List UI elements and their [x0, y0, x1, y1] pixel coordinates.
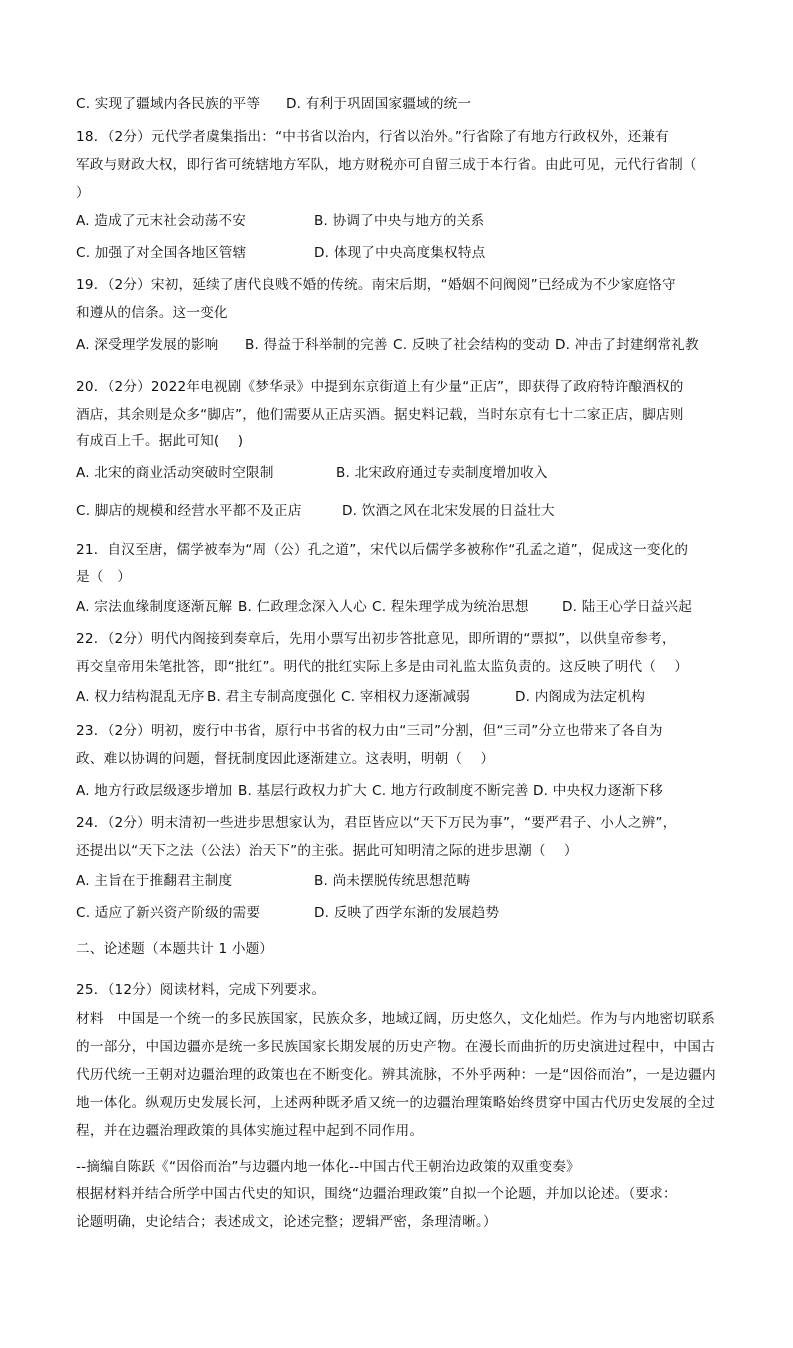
q21-option-c: C. 程朱理学成为统治思想 [372, 599, 529, 615]
q21-option-d: D. 陆王心学日益兴起 [562, 599, 693, 615]
q25-requirement-line1: 根据材料并结合所学中国古代史的知识，围绕“边疆治理政策”自拟一个论题，并加以论述。（要求： [76, 1186, 677, 1202]
q23-option-c: C. 地方行政制度不断完善 [372, 783, 529, 799]
q22-option-a: A. 权力结构混乱无序 [76, 689, 205, 705]
q18-option-a: A. 造成了元末社会动荡不安 [76, 213, 247, 229]
q20-option-d: D. 饮酒之风在北宋发展的日益壮大 [342, 503, 555, 519]
q22-option-d: D. 内阁成为法定机构 [515, 689, 646, 705]
q23-option-d: D. 中央权力逐渐下移 [533, 783, 664, 799]
q20-option-c: C. 脚店的规模和经营水平都不及正店 [76, 503, 302, 519]
q22-stem-line1: 22．（2分）明代内阁接到奏章后，先用小票写出初步答批意见，即所谓的“票拟”，以供皇帝参考， [76, 631, 676, 647]
q24-option-c: C. 适应了新兴资产阶级的需要 [76, 905, 261, 921]
q24-option-b: B. 尚未摆脱传统思想范畴 [314, 873, 471, 889]
q18-option-d: D. 体现了中央高度集权特点 [314, 245, 486, 261]
q23-option-b: B. 基层行政权力扩大 [238, 783, 367, 799]
q21-option-a: A. 宗法血缘制度逐渐瓦解 [76, 599, 233, 615]
q25-material-paragraph: 材料 中国是一个统一的多民族国家，民族众多，地域辽阔，历史悠久，文化灿烂。作为与内地密切联系的一部分，中国边疆亦是统一多民族国家长期发展的历史产物。在漫长而曲折的历史演进过程中，中国古代历代统一王朝对边疆治理的政策也在不断变化。辨其流脉，不外乎两种：一是“因俗而治”，一是边疆内地一体化。纵观历史发展长河，上述两种既矛盾又统一的边疆治理策略始终贯穿中国古代历史发展的全过程，并在边疆治理政策的具体实施过程中起到不同作用。 [76, 1011, 716, 1139]
q22-stem-line2: 再交皇帝用朱笔批答，即“批红”。明代的批红实际上多是由司礼监太监负责的。这反映了明代（ ） [76, 659, 689, 675]
q20-stem-line1: 20．（2分）2022年电视剧《梦华录》中提到东京街道上有少量“正店”，即获得了政府特许酿酒权的 [76, 379, 684, 395]
q24-stem-line2: 还提出以“天下之法（公法）治天下”的主张。据此可知明清之际的进步思潮（ ） [76, 843, 578, 859]
q23-stem-line2: 政、难以协调的问题，督抚制度因此逐渐建立。这表明，明朝（ ） [76, 751, 495, 767]
q18-stem-line2: 军政与财政大权，即行省可统辖地方军队，地方财税亦可自留三成于本行省。由此可见，元代行省制（ [76, 157, 697, 173]
q18-stem-line3: ） [76, 185, 90, 201]
q19-option-c: C. 反映了社会结构的变动 [393, 337, 550, 353]
q25-material-source: --摘编自陈跃《“因俗而治”与边疆内地一体化--中国古代王朝治边政策的双重变奏》 [76, 1159, 580, 1175]
q22-option-c: C. 宰相权力逐渐减弱 [341, 689, 471, 705]
q24-stem-line1: 24．（2分）明末清初一些进步思想家认为，君臣皆应以“天下万民为事”，“要严君子、小人之辨”， [76, 815, 677, 831]
q19-stem-line2: 和遵从的信条。这一变化 [76, 305, 228, 321]
q23-stem-line1: 23．（2分）明初，废行中书省，原行中书省的权力由“三司”分割，但“三司”分立也带来了各自为 [76, 723, 663, 739]
q24-option-a: A. 主旨在于推翻君主制度 [76, 873, 233, 889]
q20-stem-line2: 酒店，其余则是众多“脚店”，他们需要从正店买酒。据史料记载，当时东京有七十二家正店，脚店则 [76, 407, 684, 423]
q17-option-c: C. 实现了疆域内各民族的平等 [76, 96, 261, 112]
q21-stem-line2: 是（ ） [76, 569, 132, 585]
q25-stem-head: 25．（12分）阅读材料，完成下列要求。 [76, 982, 326, 998]
q24-option-d: D. 反映了西学东渐的发展趋势 [314, 905, 500, 921]
q21-stem-line1: 21．自汉至唐，儒学被奉为“周（公）孔之道”，宋代以后儒学多被称作“孔孟之道”，促成这一变化的 [76, 542, 689, 558]
q18-option-c: C. 加强了对全国各地区管辖 [76, 245, 247, 261]
q18-stem-line1: 18．（2分）元代学者虞集指出：“中书省以治内，行省以治外。”行省除了有地方行政权外，还兼有 [76, 129, 669, 145]
q25-requirement-line2: 论题明确，史论结合；表述成文，论述完整；逻辑严密，条理清晰。） [76, 1214, 497, 1230]
q18-option-b: B. 协调了中央与地方的关系 [314, 213, 485, 229]
q19-option-a: A. 深受理学发展的影响 [76, 337, 219, 353]
q21-option-b: B. 仁政理念深入人心 [238, 599, 367, 615]
q17-option-d: D. 有利于巩固国家疆域的统一 [286, 96, 472, 112]
q20-option-b: B. 北宋政府通过专卖制度增加收入 [336, 465, 548, 481]
q19-option-b: B. 得益于科举制的完善 [245, 337, 388, 353]
q20-option-a: A. 北宋的商业活动突破时空限制 [76, 465, 274, 481]
q19-option-d: D. 冲击了封建纲常礼教 [555, 337, 699, 353]
q23-option-a: A. 地方行政层级逐步增加 [76, 783, 233, 799]
section-heading-essay: 二、论述题（本题共计 1 小题） [76, 941, 274, 957]
q19-stem-line1: 19．（2分）宋初，延续了唐代良贱不婚的传统。南宋后期，“婚姻不问阀阅”已经成为不少家庭恪守 [76, 277, 676, 293]
q20-stem-line3: 有成百上千。据此可知( ) [76, 433, 244, 449]
q22-option-b: B. 君主专制高度强化 [207, 689, 336, 705]
